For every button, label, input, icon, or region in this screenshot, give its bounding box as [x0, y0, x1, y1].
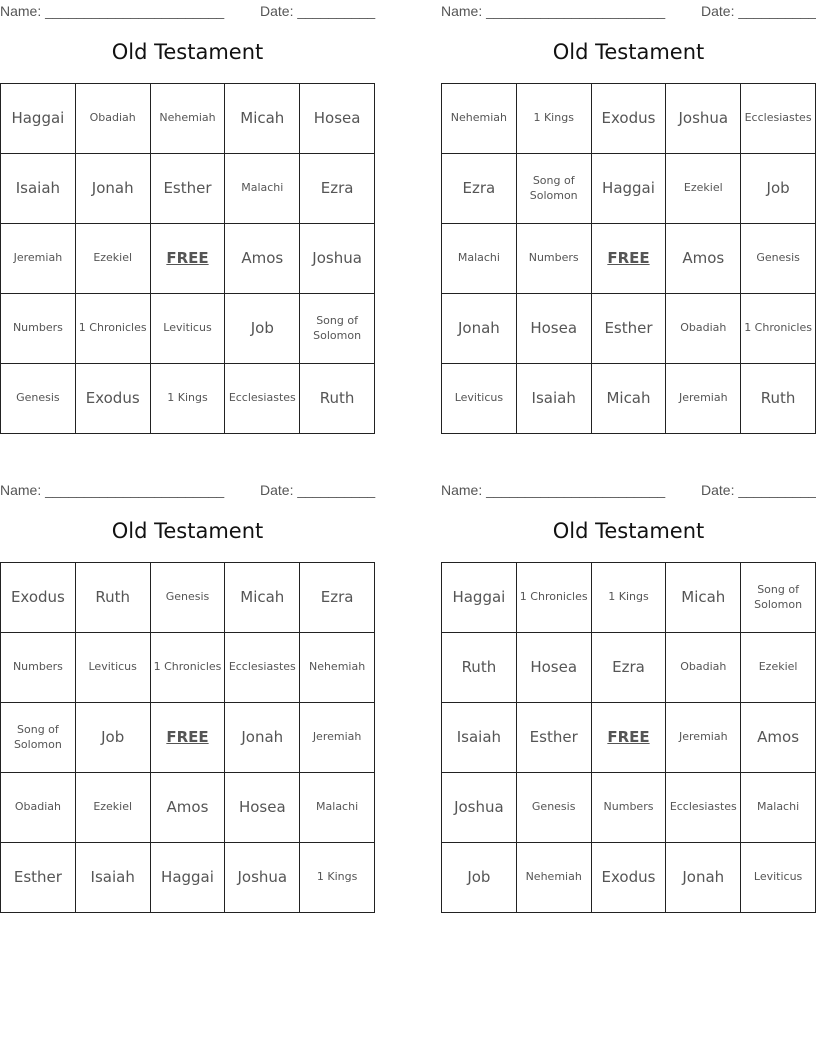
bingo-cell: Amos	[741, 703, 816, 773]
bingo-cell: Obadiah	[666, 633, 741, 703]
bingo-cell: Obadiah	[1, 773, 76, 843]
card-title: Old Testament	[552, 40, 705, 64]
bingo-cell: Numbers	[1, 633, 76, 703]
date-field-label: Date: __________	[701, 482, 816, 498]
bingo-cell: 1 Kings	[517, 84, 592, 154]
bingo-grid	[441, 83, 816, 434]
bingo-cell: Job	[741, 154, 816, 224]
bingo-cell: Malachi	[225, 154, 300, 224]
bingo-cell: Amos	[151, 773, 226, 843]
bingo-cell: Ezra	[300, 154, 375, 224]
bingo-cell: Isaiah	[517, 364, 592, 434]
bingo-grid	[0, 562, 375, 913]
bingo-cell: Obadiah	[666, 294, 741, 364]
bingo-cell: 1 Kings	[300, 843, 375, 913]
card-title: Old Testament	[111, 40, 264, 64]
bingo-card-1	[0, 0, 375, 436]
bingo-cell: Job	[442, 843, 517, 913]
bingo-cell: Leviticus	[442, 364, 517, 434]
bingo-cell: Jeremiah	[1, 224, 76, 294]
bingo-cell: 1 Chronicles	[741, 294, 816, 364]
bingo-cell: Ezra	[300, 563, 375, 633]
bingo-cell: Genesis	[1, 364, 76, 434]
bingo-cell: Leviticus	[151, 294, 226, 364]
bingo-cell: Job	[76, 703, 151, 773]
bingo-cell: Song of Solomon	[300, 294, 375, 364]
bingo-cell: Ecclesiastes	[666, 773, 741, 843]
name-field-label: Name: _______________________	[441, 3, 666, 19]
bingo-cell: Ecclesiastes	[741, 84, 816, 154]
card-title: Old Testament	[552, 519, 705, 543]
bingo-cell: 1 Chronicles	[517, 563, 592, 633]
bingo-cell: Jonah	[225, 703, 300, 773]
free-space-cell: FREE	[151, 703, 226, 773]
bingo-cell: Micah	[592, 364, 667, 434]
bingo-cell: Isaiah	[442, 703, 517, 773]
bingo-cell: Nehemiah	[151, 84, 226, 154]
bingo-cell: Song of Solomon	[517, 154, 592, 224]
free-space-cell: FREE	[592, 224, 667, 294]
bingo-cell: Esther	[592, 294, 667, 364]
bingo-cell: Leviticus	[76, 633, 151, 703]
free-space-cell: FREE	[592, 703, 667, 773]
bingo-cell: Ezekiel	[76, 773, 151, 843]
bingo-cell: Micah	[666, 563, 741, 633]
bingo-cell: Nehemiah	[442, 84, 517, 154]
bingo-cell: Genesis	[151, 563, 226, 633]
bingo-cell: Jeremiah	[666, 364, 741, 434]
bingo-cell: Esther	[1, 843, 76, 913]
name-date-line	[0, 482, 375, 498]
bingo-cell: Malachi	[442, 224, 517, 294]
bingo-cell: Micah	[225, 84, 300, 154]
bingo-cell: Ecclesiastes	[225, 364, 300, 434]
bingo-cell: Exodus	[1, 563, 76, 633]
name-date-line	[441, 482, 816, 498]
bingo-cell: Hosea	[517, 294, 592, 364]
date-field-label: Date: __________	[701, 3, 816, 19]
bingo-cell: Obadiah	[76, 84, 151, 154]
name-date-line	[0, 3, 375, 19]
bingo-cell: Haggai	[151, 843, 226, 913]
bingo-cell: Amos	[666, 224, 741, 294]
bingo-cell: 1 Kings	[592, 563, 667, 633]
bingo-cell: Esther	[517, 703, 592, 773]
bingo-cell: Ezra	[592, 633, 667, 703]
bingo-grid	[0, 83, 375, 434]
bingo-cell: Exodus	[76, 364, 151, 434]
date-field-label: Date: __________	[260, 3, 376, 19]
bingo-cell: Numbers	[1, 294, 76, 364]
bingo-cell: Esther	[151, 154, 226, 224]
bingo-cell: Haggai	[442, 563, 517, 633]
bingo-cell: Ruth	[300, 364, 375, 434]
bingo-grid	[441, 562, 816, 913]
bingo-cell: Isaiah	[1, 154, 76, 224]
bingo-cell: Ruth	[741, 364, 816, 434]
bingo-cell: Ezekiel	[76, 224, 151, 294]
date-field-label: Date: __________	[260, 482, 376, 498]
bingo-cell: Exodus	[592, 843, 667, 913]
bingo-cell: Malachi	[300, 773, 375, 843]
bingo-card-2	[441, 0, 816, 436]
name-field-label: Name: _______________________	[441, 482, 666, 498]
bingo-card-4	[441, 479, 816, 915]
bingo-cell: Jeremiah	[300, 703, 375, 773]
bingo-cell: Haggai	[1, 84, 76, 154]
bingo-cell: Nehemiah	[300, 633, 375, 703]
bingo-cell: Jonah	[76, 154, 151, 224]
bingo-cell: Job	[225, 294, 300, 364]
bingo-cell: Ezra	[442, 154, 517, 224]
bingo-cell: Leviticus	[741, 843, 816, 913]
bingo-cell: Malachi	[741, 773, 816, 843]
bingo-cell: Jeremiah	[666, 703, 741, 773]
bingo-cell: Ezekiel	[666, 154, 741, 224]
bingo-cell: Jonah	[442, 294, 517, 364]
bingo-cell: Joshua	[666, 84, 741, 154]
bingo-card-3	[0, 479, 375, 915]
bingo-cell: 1 Chronicles	[151, 633, 226, 703]
bingo-cell: Amos	[225, 224, 300, 294]
bingo-cell: Hosea	[300, 84, 375, 154]
bingo-cell: Ezekiel	[741, 633, 816, 703]
bingo-cell: Nehemiah	[517, 843, 592, 913]
bingo-cell: Song of Solomon	[741, 563, 816, 633]
bingo-cell: Hosea	[225, 773, 300, 843]
bingo-cell: Joshua	[225, 843, 300, 913]
bingo-cell: Song of Solomon	[1, 703, 76, 773]
bingo-cell: Genesis	[741, 224, 816, 294]
bingo-cell: Jonah	[666, 843, 741, 913]
card-title: Old Testament	[111, 519, 264, 543]
bingo-cell: Joshua	[300, 224, 375, 294]
bingo-cell: Ruth	[442, 633, 517, 703]
bingo-cell: 1 Kings	[151, 364, 226, 434]
bingo-cell: Isaiah	[76, 843, 151, 913]
bingo-cell: Micah	[225, 563, 300, 633]
bingo-cell: Numbers	[592, 773, 667, 843]
bingo-cell: 1 Chronicles	[76, 294, 151, 364]
bingo-cell: Joshua	[442, 773, 517, 843]
name-date-line	[441, 3, 816, 19]
bingo-cell: Genesis	[517, 773, 592, 843]
bingo-cell: Hosea	[517, 633, 592, 703]
bingo-cell: Numbers	[517, 224, 592, 294]
bingo-cell: Haggai	[592, 154, 667, 224]
name-field-label: Name: _______________________	[0, 3, 225, 19]
name-field-label: Name: _______________________	[0, 482, 225, 498]
bingo-cell: Exodus	[592, 84, 667, 154]
bingo-cell: Ruth	[76, 563, 151, 633]
free-space-cell: FREE	[151, 224, 226, 294]
bingo-cell: Ecclesiastes	[225, 633, 300, 703]
